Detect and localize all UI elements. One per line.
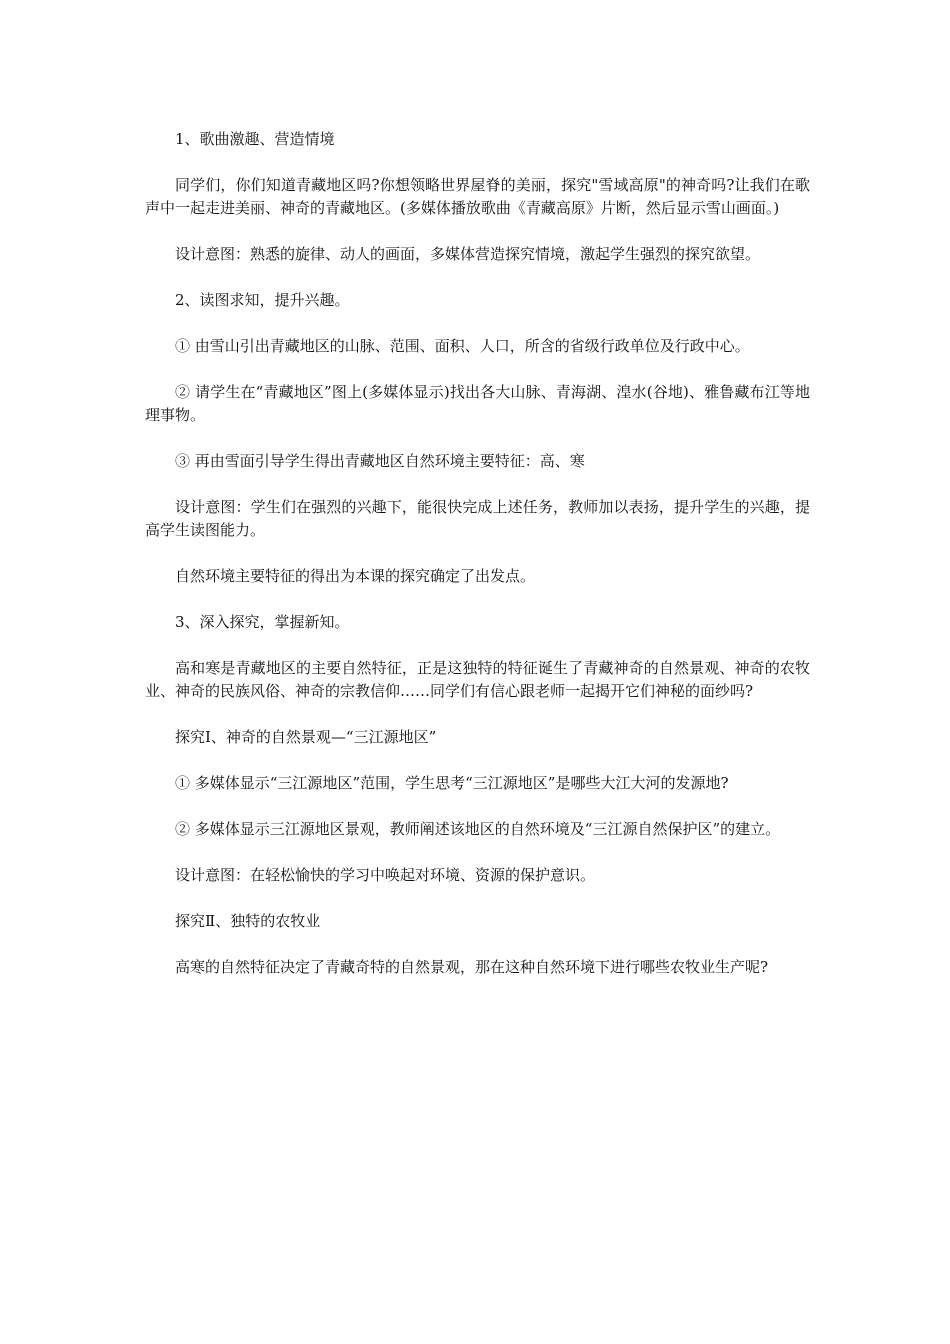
- design-intent-paragraph: 设计意图：熟悉的旋律、动人的画面，多媒体营造探究情境，激起学生强烈的探究欲望。: [175, 245, 761, 263]
- design-intent-paragraph: 设计意图：在轻松愉快的学习中唤起对环境、资源的保护意识。: [175, 866, 596, 884]
- list-item: ① 由雪山引出青藏地区的山脉、范围、面积、人口，所含的省级行政单位及行政中心。: [175, 337, 750, 355]
- paragraph: 高和寒是青藏地区的主要自然特征，正是这独特的特征诞生了青藏神奇的自然景观、神奇的农牧业、神奇的民族风俗、神奇的宗教信仰……同学们有信心跟老师一起揭开它们神秘的面纱吗?: [145, 659, 810, 700]
- list-item: ② 请学生在“青藏地区”图上(多媒体显示)找出各大山脉、青海湖、湟水(谷地)、雅鲁藏布江等地理事物。: [145, 383, 810, 424]
- section-heading-3: 3、深入探究，掌握新知。: [175, 613, 350, 631]
- list-item: ③ 再由雪面引导学生得出青藏地区自然环境主要特征：高、寒: [175, 452, 585, 470]
- list-item: ② 多媒体显示三江源地区景观，教师阐述该地区的自然环境及“三江源自然保护区”的建立。: [175, 820, 781, 838]
- paragraph: 自然环境主要特征的得出为本课的探究确定了出发点。: [175, 567, 536, 585]
- document-page: [145, 128, 810, 979]
- design-intent-paragraph: 设计意图：学生们在强烈的兴趣下，能很快完成上述任务，教师加以表扬，提升学生的兴趣，提高学生读图能力。: [145, 498, 810, 539]
- section-heading-1: 1、歌曲激趣、营造情境: [175, 130, 335, 148]
- list-item: ① 多媒体显示“三江源地区”范围，学生思考“三江源地区”是哪些大江大河的发源地?: [175, 774, 729, 792]
- paragraph: 同学们，你们知道青藏地区吗?你想领略世界屋脊的美丽，探究"雪域高原"的神奇吗?让我们在歌声中一起走进美丽、神奇的青藏地区。(多媒体播放歌曲《青藏高原》片断，然后显示雪山画面。): [145, 176, 810, 217]
- section-heading-2: 2、读图求知，提升兴趣。: [175, 291, 350, 309]
- subsection-heading: 探究Ⅱ、独特的农牧业: [175, 912, 321, 930]
- subsection-heading: 探究Ⅰ、神奇的自然景观—“三江源地区”: [175, 728, 437, 746]
- paragraph: 高寒的自然特征决定了青藏奇特的自然景观，那在这种自然环境下进行哪些农牧业生产呢?: [175, 958, 769, 976]
